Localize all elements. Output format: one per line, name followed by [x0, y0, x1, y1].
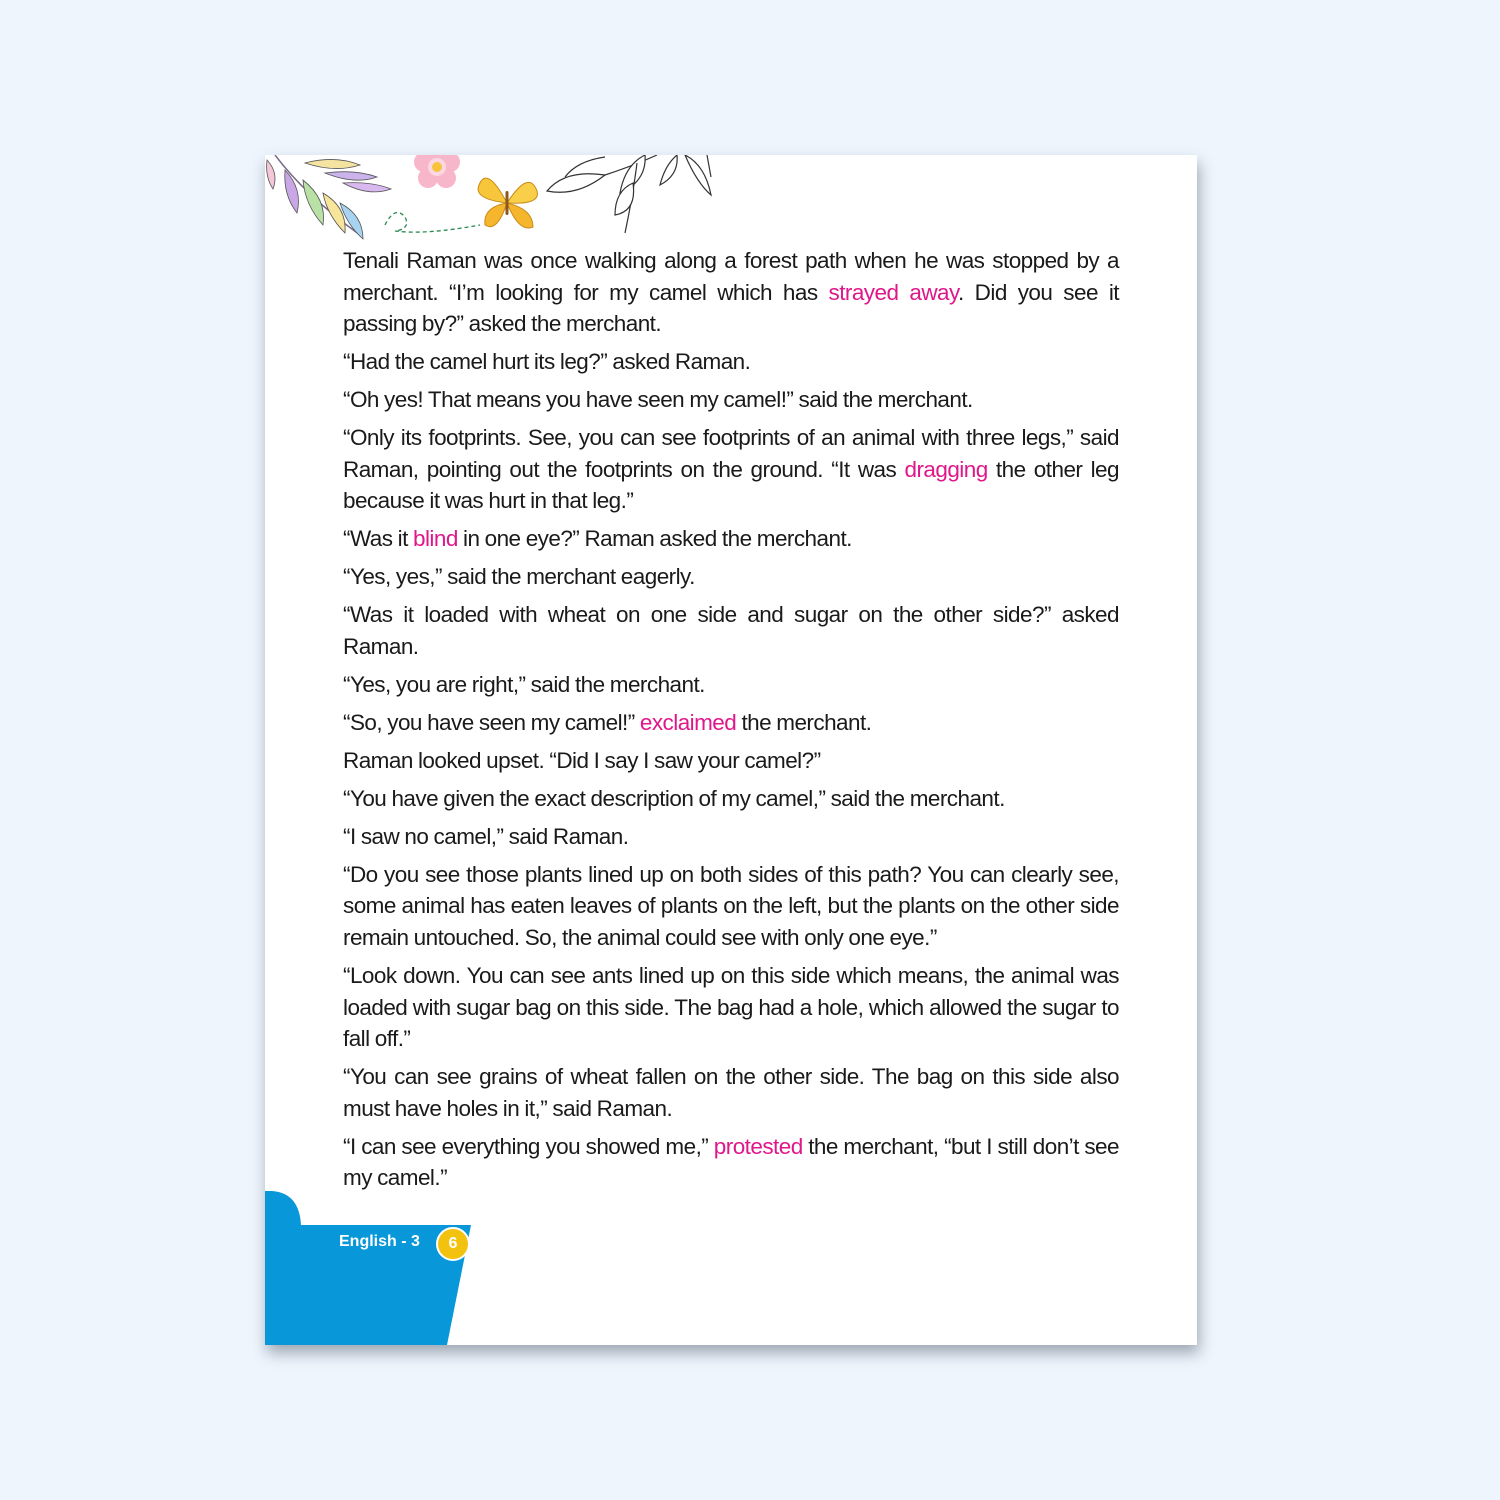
highlighted-word: dragging	[904, 456, 988, 482]
story-paragraph	[343, 422, 1119, 517]
story-paragraph	[343, 384, 1119, 416]
paragraph-text: “Yes, yes,” said the merchant eagerly.	[343, 564, 695, 590]
story-paragraph	[343, 783, 1119, 815]
story-paragraph	[343, 599, 1119, 662]
story-paragraph	[343, 245, 1119, 340]
butterfly-icon	[478, 178, 537, 228]
paragraph-text: the other leg because it was hurt in that leg.”	[343, 456, 1119, 514]
paragraph-text: the merchant, “but I still don’t see my camel.”	[343, 1133, 1119, 1191]
leaf-outline-icon	[547, 155, 711, 233]
highlighted-word: protested	[713, 1133, 803, 1159]
floral-decoration	[265, 155, 735, 245]
story-paragraph	[343, 669, 1119, 701]
paragraph-text: “Had the camel hurt its leg?” asked Raman.	[343, 349, 751, 375]
flower-icon	[414, 155, 460, 188]
paragraph-text: Raman looked upset. “Did I say I saw your camel?”	[343, 747, 821, 773]
paragraph-text: “So, you have seen my camel!”	[343, 709, 640, 735]
story-text	[343, 245, 1119, 1200]
paragraph-text: “I can see everything you showed me,”	[343, 1133, 714, 1159]
paragraph-text: “Was it	[343, 526, 414, 552]
highlighted-word: exclaimed	[639, 709, 737, 735]
paragraph-text: “Yes, you are right,” said the merchant.	[343, 671, 705, 697]
paragraph-text: “Do you see those plants lined up on both sides of this path? You can clearly see, some animal has eaten leaves of plants on the left, but the plants on the other side remain untouched. So, the animal could see with only one eye.”	[343, 861, 1119, 950]
paragraph-text: “Was it loaded with wheat on one side and sugar on the other side?” asked Raman.	[343, 602, 1119, 659]
story-paragraph	[343, 821, 1119, 853]
dotted-trail-icon	[385, 213, 480, 233]
paragraph-text: “You have given the exact description of my camel,” said the merchant.	[343, 785, 1005, 811]
footer-subject: English - 3	[339, 1233, 420, 1250]
story-paragraph	[343, 859, 1119, 954]
paragraph-text: “Look down. You can see ants lined up on this side which means, the animal was loaded with sugar bag on this side. The bag had a hole, which allowed the sugar to fall off.”	[343, 962, 1119, 1052]
book-page	[265, 155, 1197, 1345]
story-paragraph	[343, 561, 1119, 593]
story-paragraph	[343, 1131, 1119, 1194]
story-paragraph	[343, 707, 1119, 739]
page-number-badge: 6	[436, 1227, 470, 1261]
footer-tab	[265, 1191, 495, 1345]
highlighted-word: blind	[413, 526, 458, 552]
story-paragraph	[343, 523, 1119, 555]
story-paragraph	[343, 745, 1119, 777]
paragraph-text: “Oh yes! That means you have seen my camel!” said the merchant.	[343, 387, 973, 413]
paragraph-text: Tenali Raman was once walking along a forest path when he was stopped by a merchant. “I’m looking for my camel which has	[343, 248, 1119, 305]
paragraph-text: in one eye?” Raman asked the merchant.	[457, 526, 852, 552]
paragraph-text: “I saw no camel,” said Raman.	[343, 823, 629, 849]
paragraph-text: . Did you see it passing by?” asked the merchant.	[343, 279, 1119, 337]
highlighted-word: strayed away	[828, 279, 959, 305]
paragraph-text: “Only its footprints. See, you can see footprints of an animal with three legs,” said Raman, pointing out the footprints on the ground. “It was	[343, 425, 1119, 482]
story-paragraph	[343, 1061, 1119, 1124]
paragraph-text: the merchant.	[736, 709, 872, 735]
leaf-sprig-icon	[267, 155, 391, 239]
story-paragraph	[343, 960, 1119, 1055]
paragraph-text: “You can see grains of wheat fallen on the other side. The bag on this side also must have holes in it,” said Raman.	[343, 1064, 1119, 1121]
story-paragraph	[343, 346, 1119, 378]
